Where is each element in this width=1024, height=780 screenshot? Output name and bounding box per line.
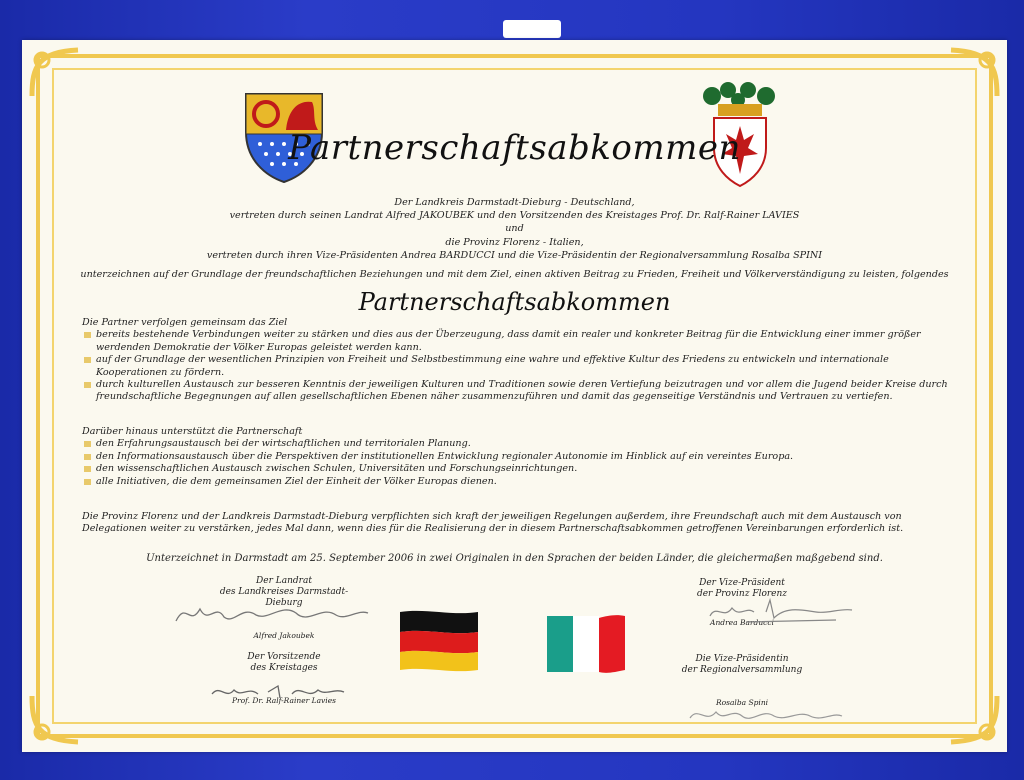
italian-flag-icon <box>545 614 627 676</box>
goal-item: bereits bestehende Verbindungen weiter zu stärken und dies aus der Überzeugung, dass damit ein realer und konkreter Beitrag für die Entwicklung einer immer größer werdenden Demokratie der Völker Europas geleistet werden kann. <box>82 329 952 354</box>
signatory-name: Prof. Dr. Ralf-Rainer Lavies <box>231 696 336 705</box>
support-section <box>82 426 952 488</box>
ornament-corner-icon <box>947 692 1001 746</box>
intro-line: Der Landkreis Darmstadt-Dieburg - Deutschland, <box>394 197 635 208</box>
ornament-corner-icon <box>28 692 82 746</box>
signed-statement: Unterzeichnet in Darmstadt am 25. September 2006 in zwei Originalen in den Sprachen der beiden Länder, die gleichermaßen maßgebend sind. <box>146 553 883 564</box>
goals-heading: Die Partner verfolgen gemeinsam das Ziel <box>82 317 288 328</box>
intro-block <box>62 196 967 281</box>
certificate-paper <box>22 40 1007 752</box>
support-item: den wissenschaftlichen Austausch zwischen Schulen, Universitäten und Forschungseinrichtungen. <box>82 463 952 475</box>
signatory-role: des Landkreises Darmstadt-Dieburg <box>219 587 349 608</box>
support-item: den Informationsaustausch über die Perspektiven der institutionellen Entwicklung regionaler Autonomie im Hinblick auf ein vereintes Europa. <box>82 451 952 463</box>
signatory-role: Der Landrat <box>256 576 312 586</box>
signature-spini <box>686 700 846 728</box>
signatory-role: der Regionalversammlung <box>681 665 803 675</box>
intro-line: vertreten durch seinen Landrat Alfred JAKOUBEK und den Vorsitzenden des Kreistages Prof. Dr. Ralf-Rainer LAVIES <box>229 210 800 222</box>
support-item: den Erfahrungsaustausch bei der wirtschaftlichen und territorialen Planung. <box>82 438 952 450</box>
signatory-role: Die Vize-Präsidentin <box>695 654 789 664</box>
intro-line: die Provinz Florenz - Italien, <box>445 236 584 248</box>
signatory-role: Der Vize-Präsident <box>699 578 785 588</box>
signature-barducci <box>706 596 856 626</box>
ornament-corner-icon <box>947 46 1001 100</box>
goals-section <box>82 317 952 404</box>
document-title: Partnerschaftsabkommen <box>288 128 741 168</box>
intro-line: und <box>505 223 524 235</box>
commitment-text: Die Provinz Florenz und der Landkreis Darmstadt-Dieburg verpflichten sich kraft der jeweiligen Regelungen außerdem, ihre Freundschaft auch mit dem Austausch von Delegationen weiter zu verstärken, jedes Mal dann, wenn dies für die Realisierung der in diesem Partnerschaftsabkommen getroffenen Vereinbarungen erforderlich ist. <box>82 511 904 535</box>
intro-line: vertreten durch ihren Vize-Präsidenten Andrea BARDUCCI und die Vize-Präsidentin der Regionalversammlung Rosalba SPINI <box>206 249 823 261</box>
document-subtitle: Partnerschaftsabkommen <box>358 288 671 316</box>
support-heading: Darüber hinaus unterstützt die Partnerschaft <box>82 426 303 437</box>
ornament-corner-icon <box>28 46 82 100</box>
intro-line: unterzeichnen auf der Grundlage der freundschaftlichen Beziehungen und mit dem Ziel, einen aktiven Beitrag zu Frieden, Freiheit und Völkerverständigung zu leisten, folgendes <box>80 269 949 281</box>
goal-item: auf der Grundlage der wesentlichen Prinzipien von Freiheit und Selbstbestimmung eine wahre und effektive Kultur des Friedens zu entwickeln und internationale Kooperationen zu fördern. <box>82 354 952 379</box>
signature-jakoubek <box>172 595 372 635</box>
signatory-name: Alfred Jakoubek <box>253 631 315 640</box>
german-flag-icon <box>400 610 480 672</box>
signatory-role: der Provinz Florenz <box>696 589 788 599</box>
signature-lavies <box>208 680 348 704</box>
signatory-role: des Kreistages <box>250 663 318 673</box>
support-item: alle Initiativen, die dem gemeinsamen Ziel der Einheit der Völker Europas dienen. <box>82 476 952 488</box>
signatory-role: Der Vorsitzende <box>247 652 321 662</box>
mount-clip <box>503 20 561 38</box>
goal-item: durch kulturellen Austausch zur besseren Kenntnis der jeweiligen Kulturen und Traditionen sowie deren Vertiefung beizutragen und vor allem die Jugend beider Kreise durch freundschaftliche Begegnungen auf allen gesellschaftlichen Ebenen näher zusammenzuführen und damit das gegenseitige Verständnis und Vertrauen zu vertiefen. <box>82 379 952 404</box>
signatory-name: Rosalba Spini <box>715 698 769 707</box>
signatory-name: Andrea Barducci <box>710 618 774 627</box>
